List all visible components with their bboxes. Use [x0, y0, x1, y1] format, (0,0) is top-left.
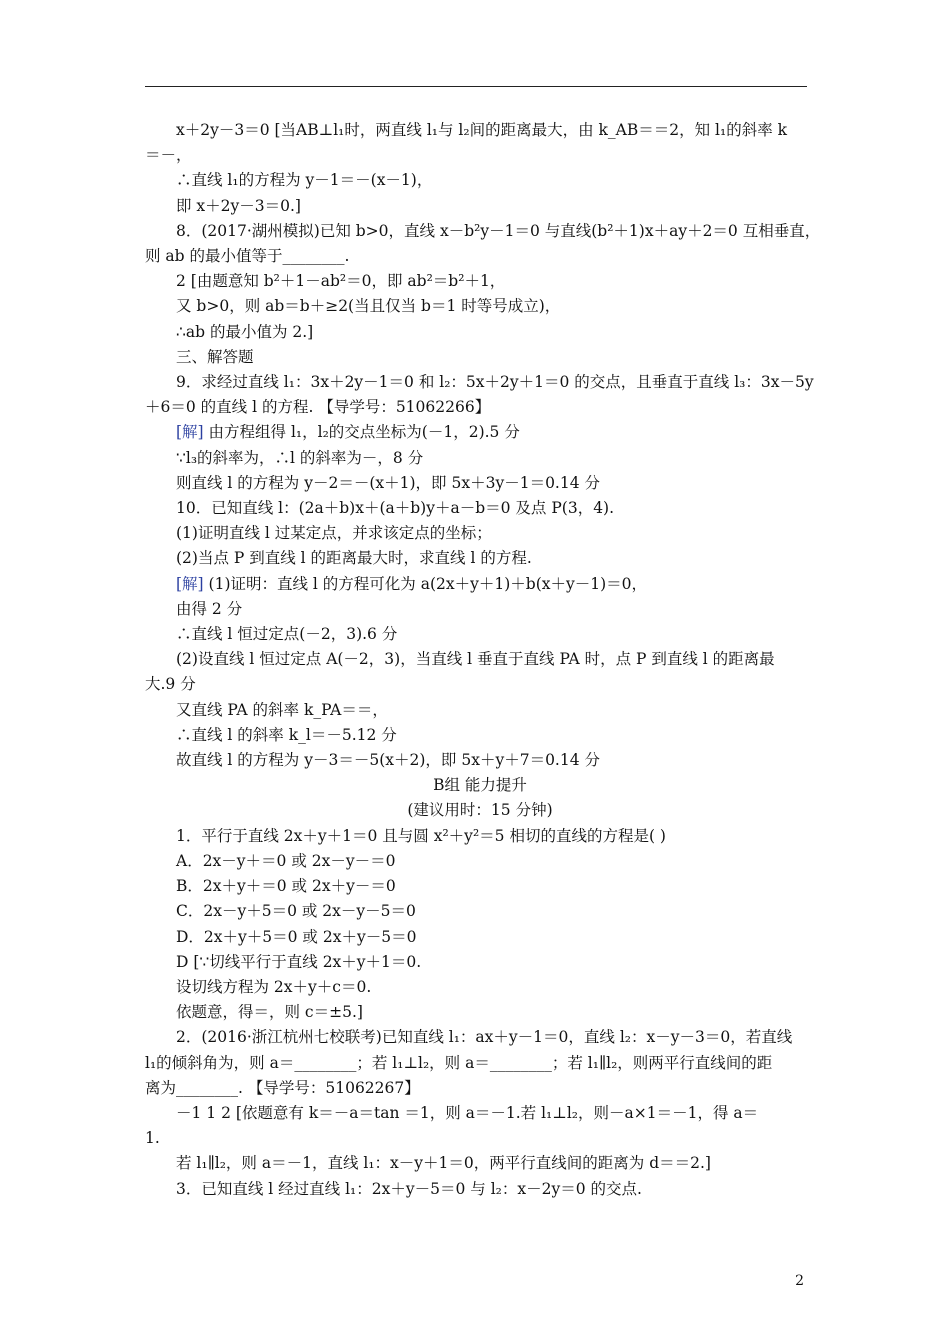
text-line	[145, 546, 815, 571]
line-text: ∴ab 的最小值为 2.]	[176, 322, 314, 341]
line-text: 9．求经过直线 l₁：3x＋2y－1＝0 和 l₂：5x＋2y＋1＝0 的交点，且垂直于直线 l₃：3x－5y	[176, 373, 814, 392]
line-text: 又 b>0，则 ab＝b＋≥2(当且仅当 b＝1 时等号成立)，	[176, 297, 561, 316]
text-line	[145, 874, 815, 899]
text-line	[145, 320, 815, 345]
text-line	[145, 471, 815, 496]
line-text: 即 x＋2y－3＝0.]	[176, 196, 301, 215]
line-text: (1)证明：直线 l 的方程可化为 a(2x＋y＋1)＋b(x＋y－1)＝0，	[208, 574, 648, 593]
line-text: 1．平行于直线 2x＋y＋1＝0 且与圆 x²＋y²＝5 相切的直线的方程是( )	[176, 826, 666, 845]
text-line	[145, 370, 815, 395]
line-text: 3．已知直线 l 经过直线 l₁：2x＋y－5＝0 与 l₂：x－2y＝0 的交点.	[176, 1179, 642, 1198]
text-line	[145, 950, 815, 975]
line-text: 则直线 l 的方程为 y－2＝－(x＋1)，即 5x＋3y－1＝0.14 分	[176, 473, 601, 492]
text-line	[145, 723, 815, 748]
line-text: ∴直线 l₁的方程为 y－1＝－(x－1)，	[176, 171, 433, 190]
text-line	[145, 572, 815, 597]
line-text: D．2x＋y＋5＝0 或 2x＋y－5＝0	[176, 927, 417, 946]
line-text: ∵l₃的斜率为，∴l 的斜率为－，8 分	[176, 448, 424, 467]
text-line	[145, 1177, 815, 1202]
line-text: (1)证明直线 l 过某定点，并求该定点的坐标；	[176, 524, 492, 543]
text-line	[145, 194, 815, 219]
line-text: 1.	[145, 1129, 160, 1148]
line-text: 离为________. 【导学号：51062267】	[145, 1078, 420, 1097]
line-text: B．2x＋y＋＝0 或 2x＋y－＝0	[176, 877, 396, 896]
line-text: 2 [由题意知 b²＋1－ab²＝0，即 ab²＝b²＋1，	[176, 272, 506, 291]
solution-label: [解]	[176, 574, 209, 593]
line-text: 故直线 l 的方程为 y－3＝－5(x＋2)，即 5x＋y＋7＝0.14 分	[176, 751, 601, 770]
text-line	[145, 168, 815, 193]
line-text: 2．(2016·浙江杭州七校联考)已知直线 l₁：ax＋y－1＝0，直线 l₂：x－y－3＝0，若直线	[176, 1028, 793, 1047]
line-text: 由得 2 分	[176, 599, 243, 618]
line-text: B组 能力提升	[433, 776, 527, 795]
text-line	[145, 269, 815, 294]
line-text: 则 ab 的最小值等于________.	[145, 247, 350, 266]
text-line	[145, 496, 815, 521]
line-text: (建议用时：15 分钟)	[407, 801, 553, 820]
text-line	[145, 597, 815, 622]
line-text: x＋2y－3＝0 [当AB⊥l₁时，两直线 l₁与 l₂间的距离最大，由 k_AB＝＝2，知 l₁的斜率 k	[176, 121, 788, 139]
text-line	[145, 899, 815, 924]
line-text: (2)当点 P 到直线 l 的距离最大时，求直线 l 的方程.	[176, 549, 532, 568]
line-text: l₁的倾斜角为，则 a＝________；若 l₁⊥l₂，则 a＝________；若 l₁∥l₂，则两平行直线间的距	[145, 1053, 773, 1072]
line-text: 设切线方程为 2x＋y＋c＝0.	[176, 977, 372, 996]
line-text: 大.9 分	[145, 675, 196, 694]
text-line	[145, 395, 815, 420]
text-line	[145, 672, 815, 697]
text-line	[145, 798, 815, 823]
text-line	[145, 294, 815, 319]
text-line	[145, 1101, 815, 1126]
text-line	[145, 647, 815, 672]
text-line	[145, 521, 815, 546]
line-text: 若 l₁∥l₂，则 a＝－1，直线 l₁：x－y＋1＝0，两平行直线间的距离为 d＝＝2.]	[176, 1154, 711, 1173]
line-text: 由方程组得 l₁，l₂的交点坐标为(－1，2).5 分	[208, 423, 520, 442]
text-line	[145, 1076, 815, 1101]
header-rule	[145, 86, 807, 87]
text-line	[145, 219, 821, 244]
line-text: D [∵切线平行于直线 2x＋y＋1＝0.	[176, 952, 422, 971]
text-line	[145, 622, 815, 647]
line-text: 三、解答题	[176, 347, 254, 366]
text-line	[145, 1025, 815, 1050]
line-text: 10．已知直线 l：(2a＋b)x＋(a＋b)y＋a－b＝0 及点 P(3，4).	[176, 499, 615, 518]
text-line	[145, 824, 815, 849]
text-line	[145, 925, 815, 950]
page-body	[145, 118, 821, 1202]
text-line	[145, 345, 815, 370]
text-line	[145, 773, 815, 798]
page-number: 2	[795, 1273, 804, 1289]
line-text: (2)设直线 l 恒过定点 A(－2，3)，当直线 l 垂直于直线 PA 时，点 P 到直线 l 的距离最	[176, 650, 775, 669]
line-text: 8．(2017·湖州模拟)已知 b>0，直线 x－b²y－1＝0 与直线(b²＋1)x＋ay＋2＝0 互相垂直，	[176, 221, 821, 240]
line-text: 依题意，得＝，则 c＝±5.]	[176, 1003, 363, 1022]
text-line	[145, 244, 815, 269]
text-line	[145, 420, 815, 445]
line-text: A．2x－y＋＝0 或 2x－y－＝0	[176, 851, 396, 870]
line-text: ∴直线 l 恒过定点(－2，3).6 分	[176, 625, 398, 644]
text-line	[145, 1126, 815, 1151]
text-line	[145, 1051, 815, 1076]
line-text: ∴直线 l 的斜率 k_l＝－5.12 分	[176, 725, 397, 744]
text-line	[145, 446, 815, 471]
text-line	[145, 1000, 815, 1025]
text-line	[145, 849, 815, 874]
text-line	[145, 975, 815, 1000]
line-text: ＋6＝0 的直线 l 的方程. 【导学号：51062266】	[145, 398, 491, 417]
text-line	[145, 118, 815, 143]
text-line	[145, 1151, 815, 1176]
line-text: －1 1 2 [依题意有 k＝－a＝tan ＝1，则 a＝－1.若 l₁⊥l₂，则－a×1＝－1，得 a＝	[176, 1103, 759, 1122]
line-text: C．2x－y＋5＝0 或 2x－y－5＝0	[176, 902, 416, 921]
line-text: 又直线 PA 的斜率 k_PA＝＝，	[176, 700, 388, 719]
text-line	[145, 698, 815, 723]
solution-label: [解]	[176, 423, 209, 442]
text-line	[145, 748, 815, 773]
line-text: ＝－，	[145, 146, 192, 165]
text-line	[145, 143, 815, 168]
